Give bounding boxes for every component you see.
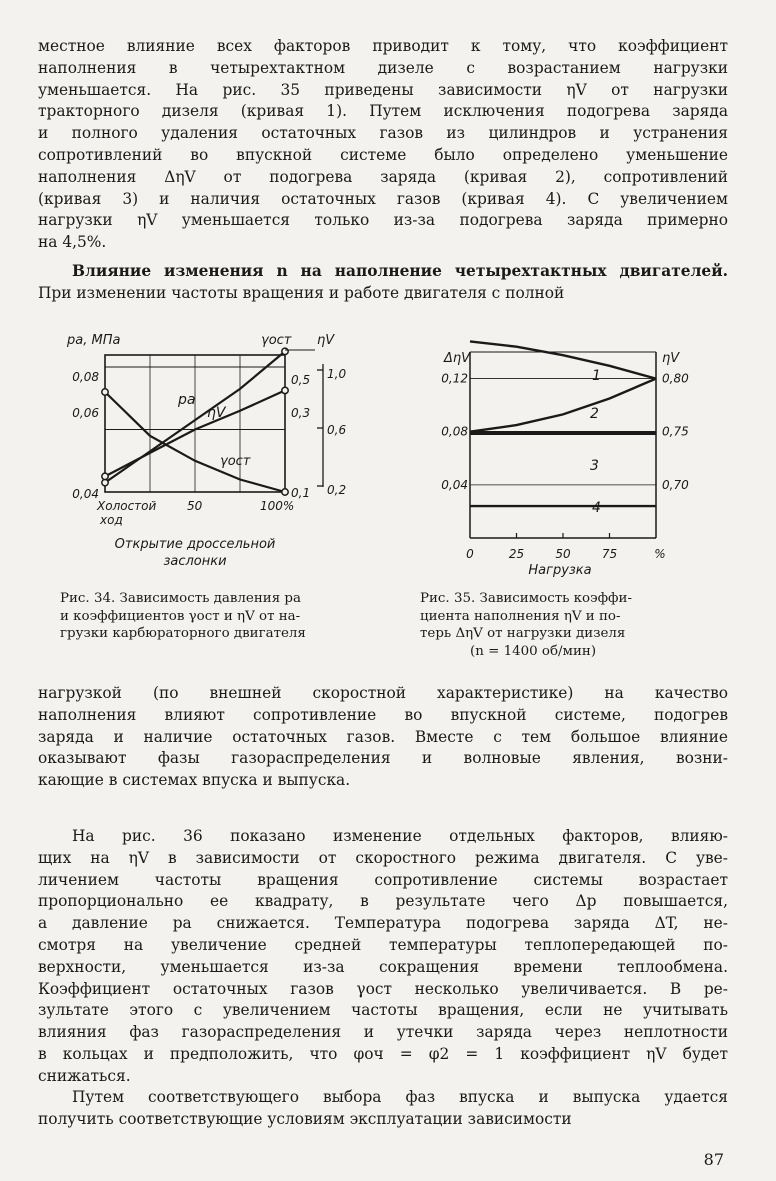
text-line: сопротивлений во впускной системе было определено уменьшение (38, 145, 728, 164)
text-line: На рис. 36 показано изменение отдельных факторов, влияю- (72, 827, 728, 845)
data-point (102, 473, 108, 479)
paragraph-mid (38, 683, 728, 792)
series-line (470, 341, 656, 378)
x-tick-label: 100% (260, 499, 295, 513)
eta-tick-label: 0,6 (327, 423, 347, 437)
caption-line: циента наполнения ηV и по- (420, 608, 621, 624)
x-axis-label: Нагрузка (528, 563, 592, 578)
data-point (282, 387, 288, 393)
gamma-tick-label: 0,3 (291, 406, 311, 420)
series-label-eta: ηV (207, 405, 226, 421)
text-line: наполнения в четырехтактном дизеле с возрастанием нагрузки (38, 58, 728, 77)
left-tick-label: 0,06 (72, 406, 99, 420)
data-point (282, 489, 288, 495)
caption-line: (n = 1400 об/мин) (470, 643, 597, 659)
caption-line: Рис. 35. Зависимость коэффи- (420, 591, 632, 606)
text-line: Путем соответствующего выбора фаз впуска и выпуска удается (72, 1088, 728, 1106)
text-line: нагрузки ηV уменьшается только из-за подогрева заряда примерно (38, 211, 728, 230)
right-tick-label: 0,70 (662, 477, 689, 492)
x-tick-label: ход (100, 513, 123, 527)
gamma-axis-label: γост (261, 333, 292, 348)
text-line: смотря на увеличение средней температуры теплопередающей по- (38, 935, 728, 954)
section-heading: Влияние изменения n на наполнение четырехтактных двигателей. (72, 262, 728, 280)
x-tick-label: 50 (555, 547, 571, 561)
x-tick-label: % (654, 547, 666, 561)
text-line: щих на ηV в зависимости от скоростного режима двигателя. С уве- (38, 848, 728, 867)
text-line: пропорционально ее квадрату, в результате чего Δp повышается, (38, 892, 728, 911)
text-line: получить соответствующие условиям эксплуатации зависимости (38, 1109, 572, 1128)
text-line: заряда и наличие остаточных газов. Вместе с тем большое влияние (38, 727, 728, 746)
text-line: местное влияние всех факторов приводит к тому, что коэффициент (38, 37, 728, 55)
text-line: оказывают фазы газораспределения и волновые явления, возни- (38, 749, 728, 768)
text-line: личением частоты вращения сопротивление системы возрастает (38, 870, 728, 889)
x-tick-label: 0 (466, 547, 474, 561)
paragraph-top (38, 36, 728, 254)
right-axis-label: ηV (662, 351, 680, 366)
left-tick-label: 0,04 (72, 487, 99, 501)
left-axis-label: ΔηV (444, 351, 471, 366)
text-line: тракторного дизеля (кривая 1). Путем исключения подогрева заряда (38, 102, 728, 121)
text-line: и полного удаления остаточных газов из цилиндров и устранения (38, 124, 728, 143)
caption-line: и коэффициентов γост и ηV от на- (60, 608, 301, 624)
left-axis-label: pa, МПа (67, 333, 121, 348)
caption-figure-34 (60, 590, 306, 643)
text-line: снижаться. (38, 1066, 131, 1085)
paragraph-last (38, 1087, 728, 1131)
x-axis-label: Открытие дроссельной (114, 537, 276, 552)
series-label-gamma: γост (220, 454, 251, 469)
gamma-tick-label: 0,1 (291, 486, 311, 500)
text-line: наполнения ΔηV от подогрева заряда (кривая 2), сопротивлений (38, 167, 728, 186)
eta-axis-label: ηV (317, 333, 335, 348)
series-label-1: 1 (592, 368, 601, 384)
series-label-3: 3 (590, 458, 599, 474)
paragraph-heading (38, 261, 728, 305)
text-line: наполнения влияют сопротивление во впускной системе, подогрев (38, 705, 728, 724)
right-tick-label: 0,75 (662, 424, 689, 439)
text-line: влияния фаз газораспределения и утечки заряда через неплотности (38, 1023, 728, 1042)
text-line: нагрузкой (по внешней скоростной характеристике) на качество (38, 684, 728, 702)
figure-35-chart (420, 340, 720, 580)
series-label-2: 2 (590, 406, 599, 422)
caption-line: терь ΔηV от нагрузки дизеля (420, 626, 626, 641)
caption-figure-35 (420, 590, 632, 660)
left-tick-label: 0,08 (72, 370, 99, 384)
series-line (470, 379, 656, 432)
left-tick-label: 0,08 (441, 424, 468, 439)
text-line: Коэффициент остаточных газов γост несколько увеличивается. В ре- (38, 979, 728, 998)
page-number: 87 (703, 1150, 724, 1169)
data-point (282, 348, 288, 354)
x-axis-label: заслонки (163, 554, 227, 569)
text-line: на 4,5%. (38, 233, 107, 252)
figure-34-chart (55, 322, 355, 584)
text-line: кающие в системах впуска и выпуска. (38, 771, 351, 790)
text-line: а давление pa снижается. Температура подогрева заряда ΔT, не- (38, 914, 728, 933)
x-tick-label: 75 (601, 547, 618, 561)
paragraph-fig36 (38, 826, 728, 1088)
text-line: в кольцах и предположить, что φоч = φ2 = 1 коэффициент ηV будет (38, 1044, 728, 1063)
data-point (102, 389, 108, 395)
text-line: уменьшается. На рис. 35 приведены зависимости ηV от нагрузки (38, 80, 728, 99)
data-point (102, 479, 108, 485)
text-line: верхности, уменьшается из-за сокращения времени теплообмена. (38, 957, 728, 976)
x-tick-label: 25 (508, 547, 525, 561)
gamma-tick-label: 0,5 (291, 373, 311, 387)
series-label-pa: pa (178, 392, 196, 408)
text-line: При изменении частоты вращения и работе двигателя с полной (38, 283, 565, 302)
left-tick-label: 0,04 (441, 477, 468, 492)
series-label-4: 4 (592, 500, 601, 516)
x-tick-label: Холостой (97, 499, 157, 513)
text-line: (кривая 3) и наличия остаточных газов (кривая 4). С увеличением (38, 189, 728, 208)
left-tick-label: 0,12 (441, 371, 468, 386)
caption-line: грузки карбюраторного двигателя (60, 626, 306, 641)
eta-tick-label: 0,2 (327, 483, 347, 497)
eta-tick-label: 1,0 (327, 367, 347, 381)
caption-line: Рис. 34. Зависимость давления pa (60, 591, 301, 606)
text-line: зультате этого с увеличением частоты вращения, если не учитывать (38, 1001, 728, 1020)
x-tick-label: 50 (187, 499, 203, 513)
right-tick-label: 0,80 (662, 371, 689, 386)
